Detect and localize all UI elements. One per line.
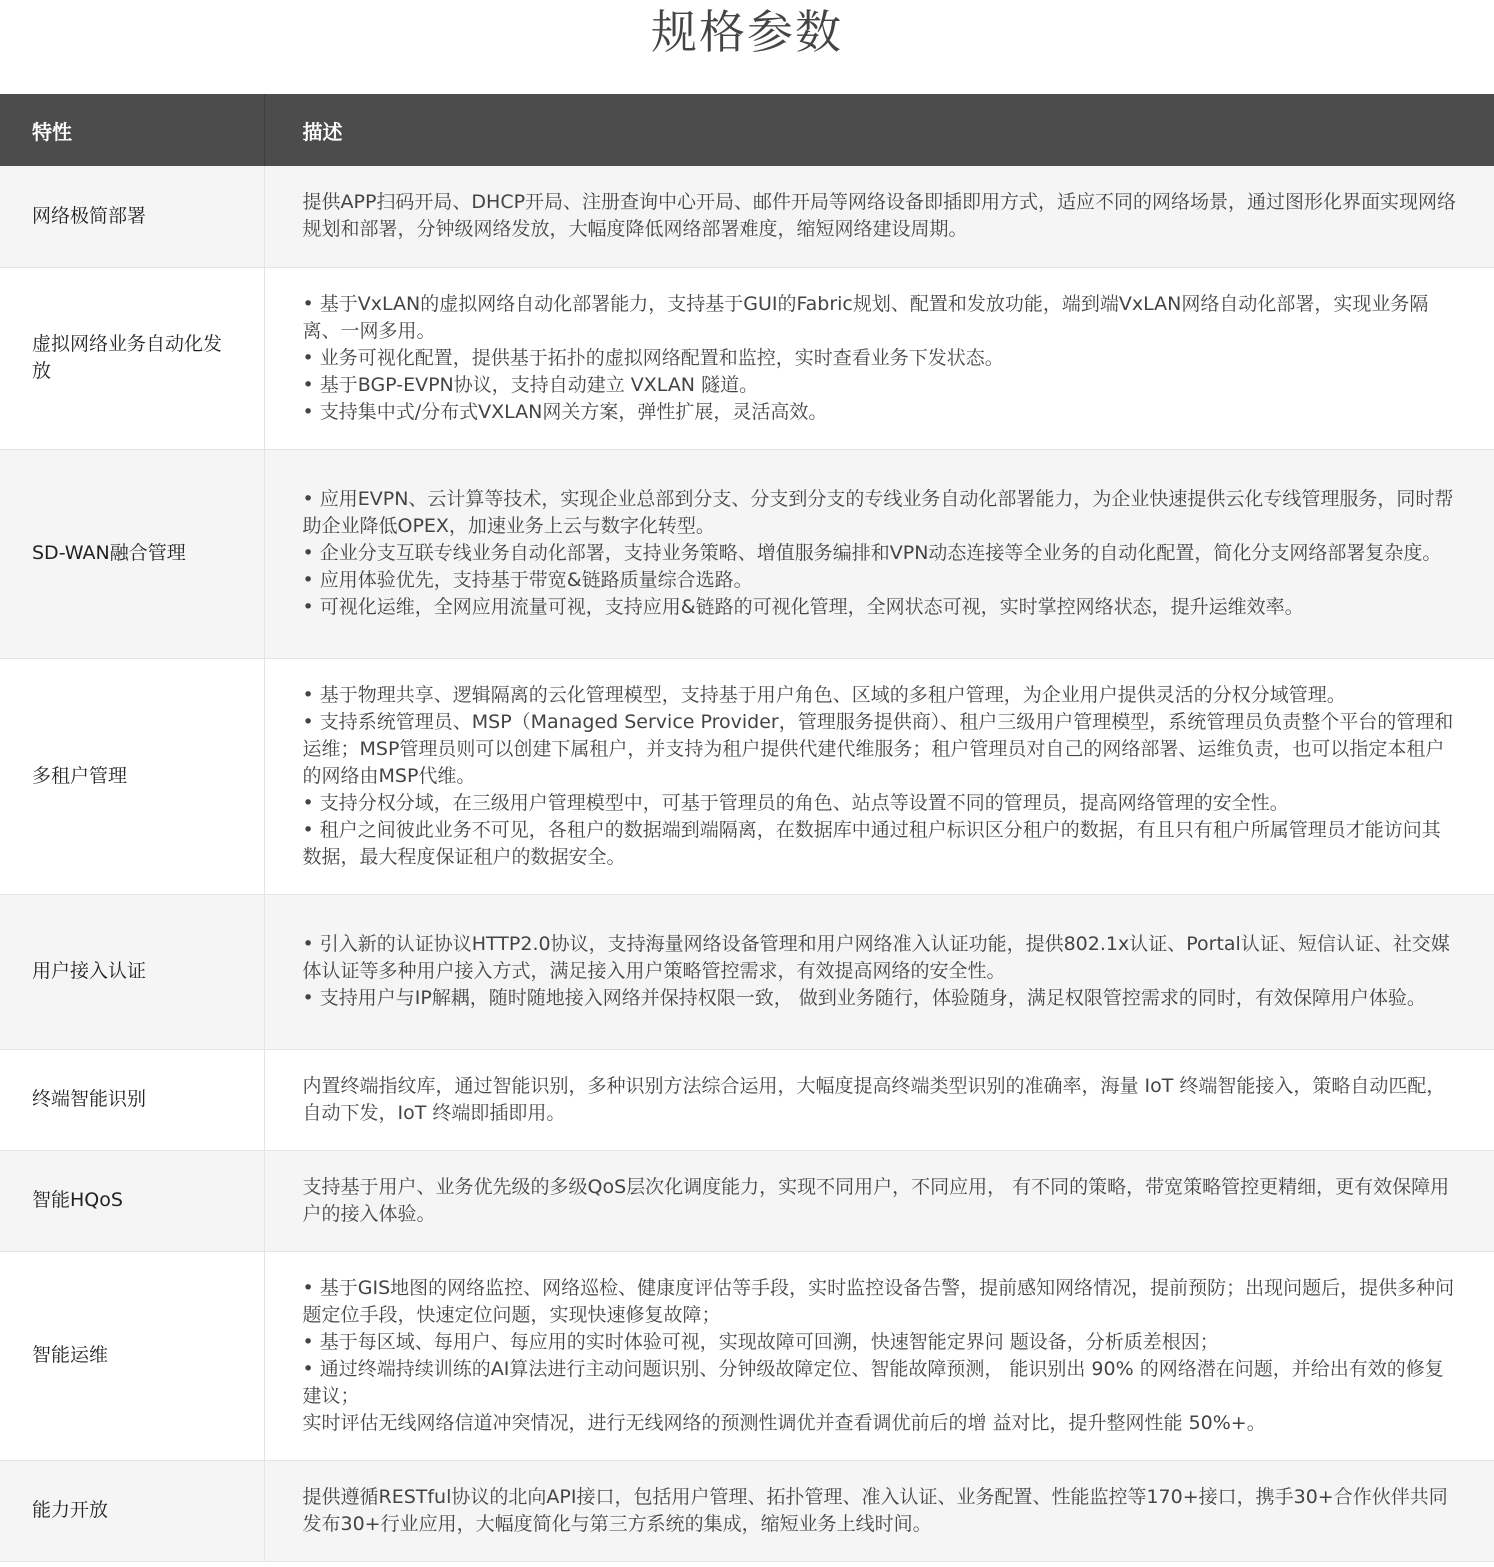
description-line: • 基于VxLAN的虚拟网络自动化部署能力，支持基于GUI的Fabric规划、配置和发放功能，端到端VxLAN网络自动化部署，实现业务隔离、一网多用。 bbox=[302, 292, 1429, 342]
table-row bbox=[0, 894, 1494, 1049]
description-line: 支持基于用户、业务优先级的多级QoS层次化调度能力，实现不同用户，不同应用， 有不同的策略，带宽策略管控更精细，更有效保障用户的接入体验。 bbox=[302, 1175, 1450, 1225]
table-header-row bbox=[0, 94, 1494, 166]
description-line: • 支持用户与IP解耦，随时随地接入网络并保持权限一致， 做到业务随行，体验随身，满足权限管控需求的同时，有效保障用户体验。 bbox=[302, 987, 1426, 1009]
feature-cell: 终端智能识别 bbox=[0, 1049, 264, 1150]
description-line: 内置终端指纹库，通过智能识别，多种识别方法综合运用，大幅度提高终端类型识别的准确率，海量 IoT 终端智能接入，策略自动匹配，自动下发，IoT 终端即插即用。 bbox=[302, 1074, 1446, 1124]
description-cell bbox=[264, 166, 1494, 267]
description-line: 提供APP扫码开局、DHCP开局、注册查询中心开局、邮件开局等网络设备即插即用方式，适应不同的网络场景，通过图形化界面实现网络规划和部署，分钟级网络发放，大幅度降低网络部署难度，缩短网络建设周期。 bbox=[302, 191, 1457, 241]
header-feature: 特性 bbox=[0, 94, 264, 166]
description-line: • 租户之间彼此业务不可见，各租户的数据端到端隔离，在数据库中通过租户标识区分租户的数据，有且只有租户所属管理员才能访问其数据，最大程度保证租户的数据安全。 bbox=[302, 818, 1441, 868]
table-row bbox=[0, 1460, 1494, 1561]
table-row bbox=[0, 658, 1494, 894]
description-line: • 基于GIS地图的网络监控、网络巡检、健康度评估等手段，实时监控设备告警，提前感知网络情况，提前预防；出现问题后，提供多种问题定位手段，快速定位问题，实现快速修复故障； bbox=[302, 1276, 1455, 1326]
table-row bbox=[0, 1150, 1494, 1251]
description-cell bbox=[264, 1150, 1494, 1251]
feature-cell: SD-WAN融合管理 bbox=[0, 449, 264, 658]
page-title: 规格参数 bbox=[651, 5, 843, 59]
description-line: • 引入新的认证协议HTTP2.0协议，支持海量网络设备管理和用户网络准入认证功能，提供802.1x认证、Portal认证、短信认证、社交媒体认证等多种用户接入方式，满足接入用户策略管控需求，有效提高网络的安全性。 bbox=[302, 933, 1450, 982]
description-line: 提供遵循RESTful协议的北向API接口，包括用户管理、拓扑管理、准入认证、业务配置、性能监控等170+接口，携手30+合作伙伴共同发布30+行业应用，大幅度简化与第三方系统的集成，缩短业务上线时间。 bbox=[302, 1485, 1448, 1535]
description-line: • 应用EVPN、云计算等技术，实现企业总部到分支、分支到分支的专线业务自动化部署能力，为企业快速提供云化专线管理服务，同时帮助企业降低OPEX，加速业务上云与数字化转型。 bbox=[302, 488, 1454, 537]
feature-cell: 网络极简部署 bbox=[0, 166, 264, 267]
description-line: • 支持集中式/分布式VXLAN网关方案，弹性扩展，灵活高效。 bbox=[302, 400, 828, 423]
table-row bbox=[0, 166, 1494, 267]
feature-cell: 智能运维 bbox=[0, 1251, 264, 1460]
description-line: • 支持系统管理员、MSP（Managed Service Provider，管理服务提供商）、租户三级用户管理模型，系统管理员负责整个平台的管理和运维；MSP管理员则可以创建下属租户，并支持为租户提供代建代维服务；租户管理员对自己的网络部署、运维负责，也可以指定本租户的网络由MSP代维。 bbox=[302, 710, 1454, 787]
description-line: 实时评估无线网络信道冲突情况，进行无线网络的预测性调优并查看调优前后的增 益对比，提升整网性能 50%+。 bbox=[302, 1411, 1266, 1434]
description-cell bbox=[264, 658, 1494, 894]
feature-cell: 智能HQoS bbox=[0, 1150, 264, 1251]
description-cell bbox=[264, 267, 1494, 449]
description-cell bbox=[264, 1460, 1494, 1561]
table-row bbox=[0, 267, 1494, 449]
description-line: • 基于物理共享、逻辑隔离的云化管理模型，支持基于用户角色、区域的多租户管理，为企业用户提供灵活的分权分域管理。 bbox=[302, 683, 1346, 706]
feature-cell: 用户接入认证 bbox=[0, 894, 264, 1049]
header-description: 描述 bbox=[264, 94, 1494, 166]
description-line: • 基于每区域、每用户、每应用的实时体验可视，实现故障可回溯，快速智能定界问 题设备，分析质差根因； bbox=[302, 1330, 1219, 1353]
table-row bbox=[0, 1049, 1494, 1150]
description-cell bbox=[264, 1049, 1494, 1150]
description-cell bbox=[264, 1251, 1494, 1460]
table-row bbox=[0, 449, 1494, 658]
table-row bbox=[0, 1251, 1494, 1460]
description-line: • 支持分权分域，在三级用户管理模型中，可基于管理员的角色、站点等设置不同的管理员，提高网络管理的安全性。 bbox=[302, 791, 1289, 814]
spec-table bbox=[0, 94, 1494, 1562]
feature-cell: 多租户管理 bbox=[0, 658, 264, 894]
feature-cell: 能力开放 bbox=[0, 1460, 264, 1561]
description-cell bbox=[264, 894, 1494, 1049]
description-line: • 通过终端持续训练的AI算法进行主动问题识别、分钟级故障定位、智能故障预测， 能识别出 90% 的网络潜在问题，并给出有效的修复建议； bbox=[302, 1357, 1444, 1407]
description-line: • 基于BGP-EVPN协议，支持自动建立 VXLAN 隧道。 bbox=[302, 373, 759, 396]
description-line: • 业务可视化配置，提供基于拓扑的虚拟网络配置和监控，实时查看业务下发状态。 bbox=[302, 346, 1004, 369]
description-line: • 应用体验优先，支持基于带宽&链路质量综合选路。 bbox=[302, 569, 753, 591]
description-line: • 企业分支互联专线业务自动化部署，支持业务策略、增值服务编排和VPN动态连接等全业务的自动化配置，简化分支网络部署复杂度。 bbox=[302, 542, 1442, 564]
description-line: • 可视化运维，全网应用流量可视，支持应用&链路的可视化管理，全网状态可视，实时掌控网络状态，提升运维效率。 bbox=[302, 596, 1304, 618]
feature-cell: 虚拟网络业务自动化发放 bbox=[0, 267, 264, 449]
description-cell bbox=[264, 449, 1494, 658]
